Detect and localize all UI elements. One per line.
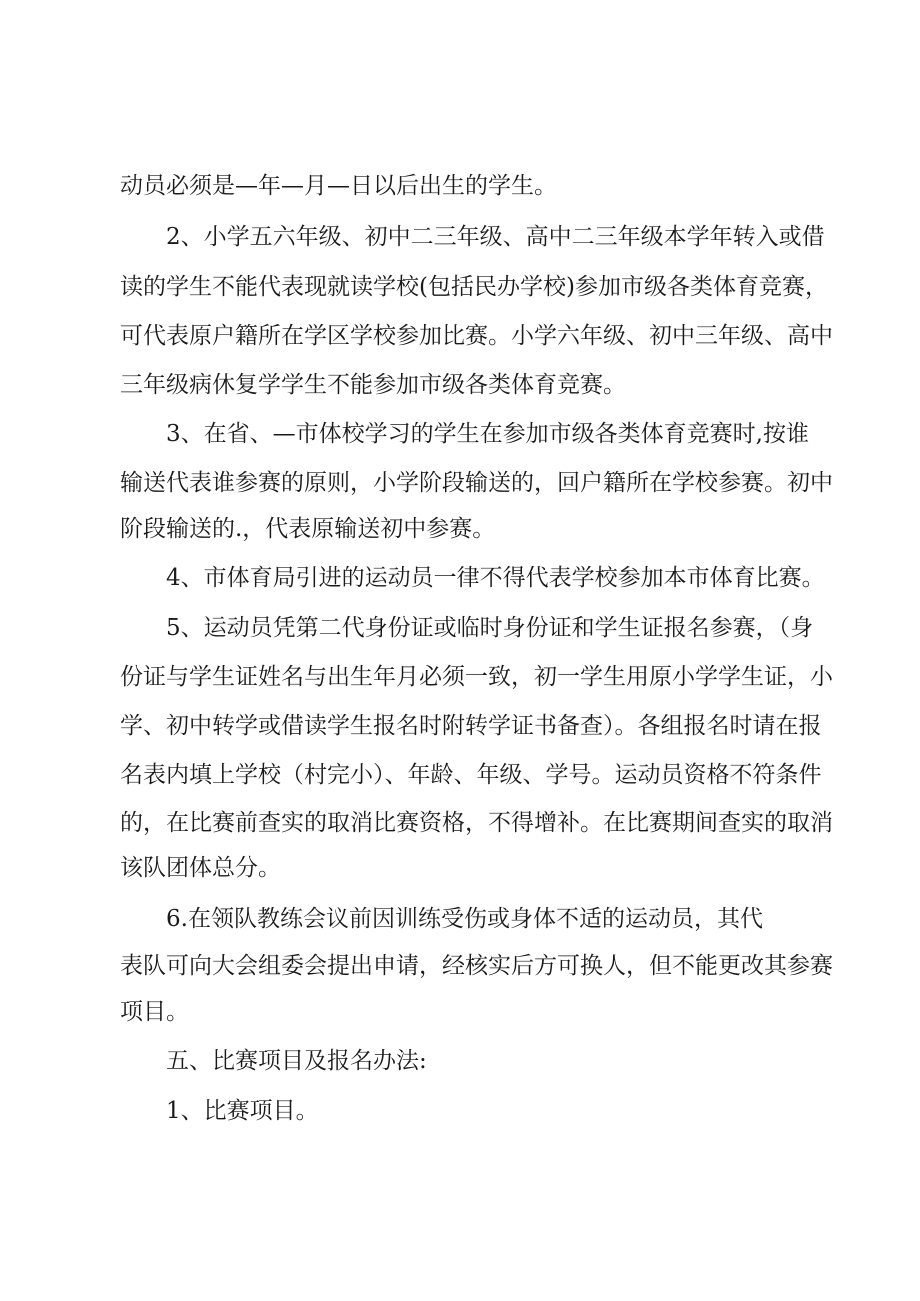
- text-line-4: 可代表原户籍所在学区学校参加比赛。小学六年级、初中三年级、高中: [120, 323, 833, 349]
- text-line-17: 表队可向大会组委会提出申请，经核实后方可换人，但不能更改其参赛: [120, 953, 833, 979]
- text-line-6: 3、在省、—市体校学习的学生在参加市级各类体育竞赛时,按谁: [166, 421, 809, 447]
- section-heading: 五、比赛项目及报名办法:: [166, 1048, 427, 1074]
- text-line-10: 5、运动员凭第二代身份证或临时身份证和学生证报名参赛，（身: [166, 615, 814, 641]
- text-line-8: 阶段输送的.，代表原输送初中参赛。: [120, 516, 496, 542]
- text-line-12: 学、初中转学或借读学生报名时附转学证书备查）。各组报名时请在报: [120, 713, 822, 739]
- text-line-20: 1、比赛项目。: [166, 1098, 319, 1124]
- text-line-13: 名表内填上学校（村完小）、年龄、年级、学号。运动员资格不符条件: [120, 762, 822, 788]
- text-line-1: 动员必须是—年—月—日以后出生的学生。: [120, 173, 557, 199]
- text-line-14: 的，在比赛前查实的取消比赛资格，不得增补。在比赛期间查实的取消: [120, 810, 833, 836]
- text-line-16: 6.在领队教练会议前因训练受伤或身体不适的运动员，其代: [166, 906, 763, 932]
- text-line-2: 2、小学五六年级、初中二三年级、高中二三年级本学年转入或借: [166, 224, 825, 250]
- text-line-11: 份证与学生证姓名与出生年月必须一致，初一学生用原小学学生证，小: [120, 664, 833, 690]
- text-line-5: 三年级病休复学学生不能参加市级各类体育竞赛。: [120, 372, 626, 398]
- text-line-3: 读的学生不能代表现就读学校(包括民办学校)参加市级各类体育竞赛，: [120, 274, 828, 300]
- text-line-9: 4、市体育局引进的运动员一律不得代表学校参加本市体育比赛。: [166, 565, 825, 591]
- text-line-7: 输送代表谁参赛的原则，小学阶段输送的，回户籍所在学校参赛。初中: [120, 470, 833, 496]
- text-line-18: 项目。: [120, 999, 189, 1025]
- text-line-15: 该队团体总分。: [120, 855, 281, 881]
